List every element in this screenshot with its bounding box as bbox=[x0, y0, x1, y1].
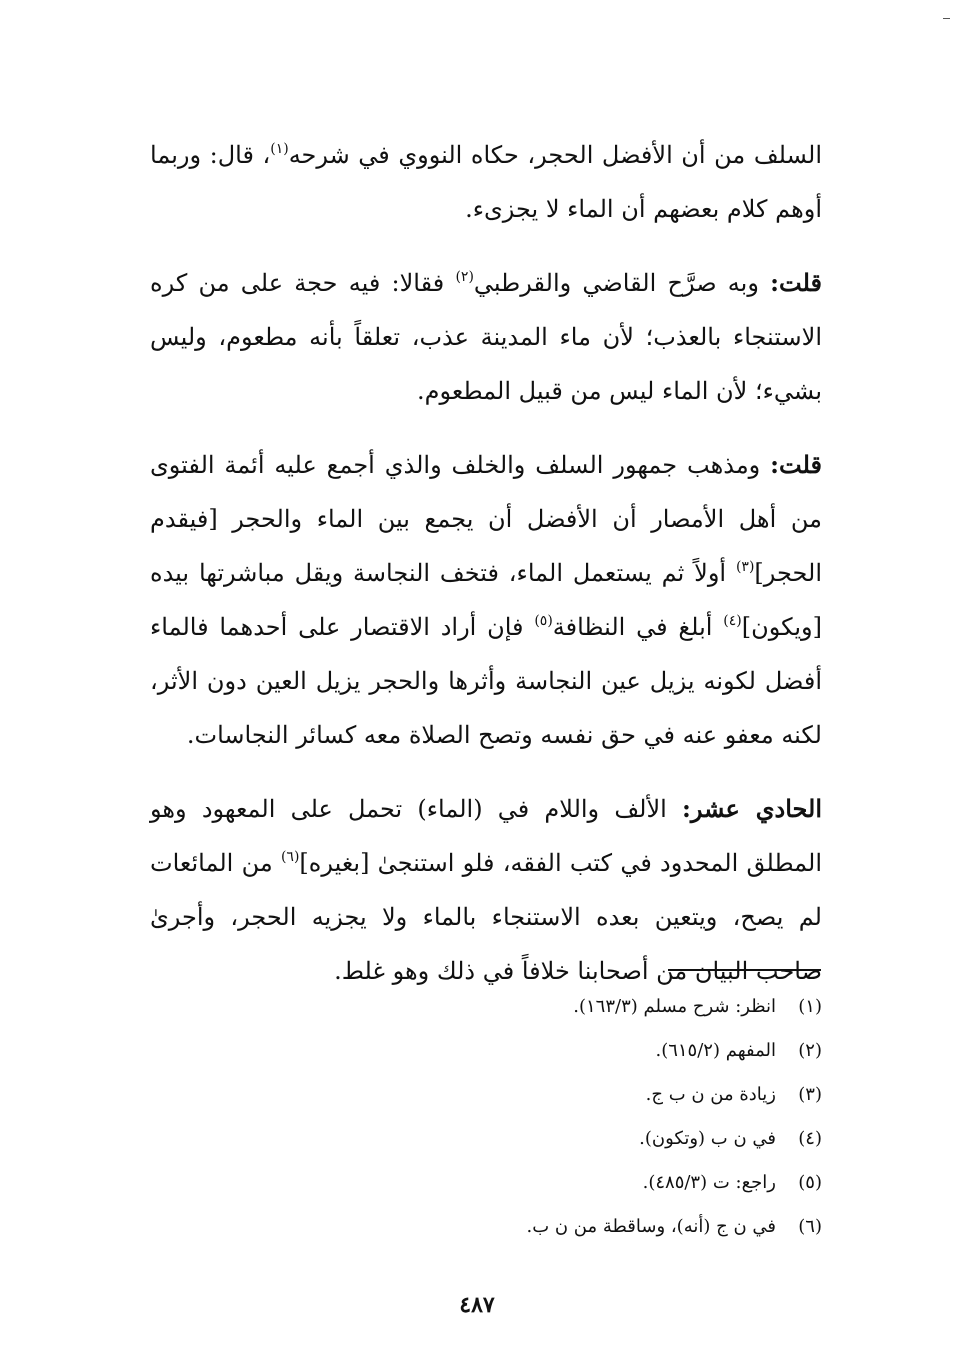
footnote-4 bbox=[300, 1117, 822, 1161]
footnote-ref-1[interactable]: (١) bbox=[270, 141, 289, 157]
footnote-number: (٤) bbox=[798, 1128, 822, 1149]
footnote-text: في ن ب (وتكون). bbox=[639, 1128, 776, 1149]
footnote-ref-4[interactable]: (٤) bbox=[723, 613, 742, 629]
footnote-text: في ن ج (أنه)، وساقطة من ن ب. bbox=[526, 1216, 776, 1237]
footnote-number: (٣) bbox=[798, 1084, 822, 1105]
paragraph-3-text-d: فإن أراد الاقتصار على أحدهما فالماء أفضل لكونه يزيل عين النجاسة وأثرها والحجر يزيل العين دون الأثر، لكنه معفو عنه في حق نفسه وتصح الصلاة معه كسائر النجاسات. bbox=[150, 613, 822, 749]
paragraph-3-text-a: ومذهب جمهور السلف والخلف والذي أجمع عليه أئمة الفتوى من أهل الأمصار أن الأفضل أن يجمع بين الماء والحجر [فيقدم الحجر] bbox=[150, 451, 822, 587]
paragraph-2-lead: قلت: bbox=[770, 268, 822, 297]
scan-mark bbox=[943, 18, 950, 19]
footnote-2 bbox=[300, 1029, 822, 1073]
footnote-text: المفهم (٦١٥/٢). bbox=[655, 1040, 776, 1061]
paragraph-2 bbox=[150, 256, 822, 418]
footnote-number: (٦) bbox=[798, 1216, 822, 1237]
footnote-number: (٥) bbox=[798, 1172, 822, 1193]
footnote-separator bbox=[668, 969, 821, 971]
footnote-number: (٢) bbox=[798, 1040, 822, 1061]
paragraph-4 bbox=[150, 782, 822, 998]
footnote-text: راجع: ت (٤٨٥/٣). bbox=[642, 1172, 776, 1193]
footnote-text: زيادة من ن ب ج. bbox=[645, 1084, 776, 1105]
footnote-5 bbox=[300, 1161, 822, 1205]
paragraph-2-text-b: فقالا: فيه حجة على من كره الاستنجاء بالعذب؛ لأن ماء المدينة عذب، تعلقاً بأنه مطعوم، وليس بشيء؛ لأن الماء ليس من قبيل المطعوم. bbox=[150, 269, 822, 405]
paragraph-3-lead: قلت: bbox=[770, 450, 822, 479]
footnote-ref-3[interactable]: (٣) bbox=[735, 559, 755, 575]
paragraph-4-text-a: الألف واللام في (الماء) تحمل على المعهود وهو المطلق المحدود في كتب الفقه، فلو استنجىٰ [بغيره] bbox=[150, 795, 822, 877]
footnote-ref-2[interactable]: (٢) bbox=[455, 269, 474, 285]
paragraph-4-text-b: من المائعات لم يصح، ويتعين بعده الاستنجاء بالماء ولا يجزيه الحجر، وأجرىٰ صاحب البيان من أصحابنا خلافاً في ذلك وهو غلط. bbox=[150, 849, 822, 985]
paragraph-1 bbox=[150, 128, 822, 236]
paragraph-3 bbox=[150, 438, 822, 762]
page-number: ٤٨٧ bbox=[459, 1292, 495, 1318]
paragraph-1-text-b: ، قال: وربما أوهم كلام بعضهم أن الماء لا يجزىء. bbox=[150, 141, 822, 223]
footnote-6 bbox=[300, 1205, 822, 1249]
footnote-3 bbox=[300, 1073, 822, 1117]
footnote-number: (١) bbox=[798, 996, 822, 1017]
paragraph-1-text-a: السلف من أن الأفضل الحجر، حكاه النووي في شرحه bbox=[288, 141, 823, 169]
footnote-text: انظر: شرح مسلم (١٦٣/٣). bbox=[573, 996, 776, 1017]
paragraph-3-text-b: أولاً ثم يستعمل الماء، فتخف النجاسة ويقل مباشرتها بيده [ويكون] bbox=[150, 559, 822, 641]
footnote-ref-6[interactable]: (٦) bbox=[280, 849, 300, 865]
footnote-ref-5[interactable]: (٥) bbox=[534, 613, 553, 629]
footnote-1 bbox=[300, 985, 822, 1029]
main-text bbox=[150, 128, 822, 998]
paragraph-4-lead: الحادي عشر: bbox=[682, 794, 823, 823]
paragraph-2-text-a: وبه صرَّح القاضي والقرطبي bbox=[473, 269, 771, 297]
footnotes bbox=[300, 985, 822, 1249]
paragraph-3-text-c: أبلغ في النظافة bbox=[552, 613, 724, 641]
